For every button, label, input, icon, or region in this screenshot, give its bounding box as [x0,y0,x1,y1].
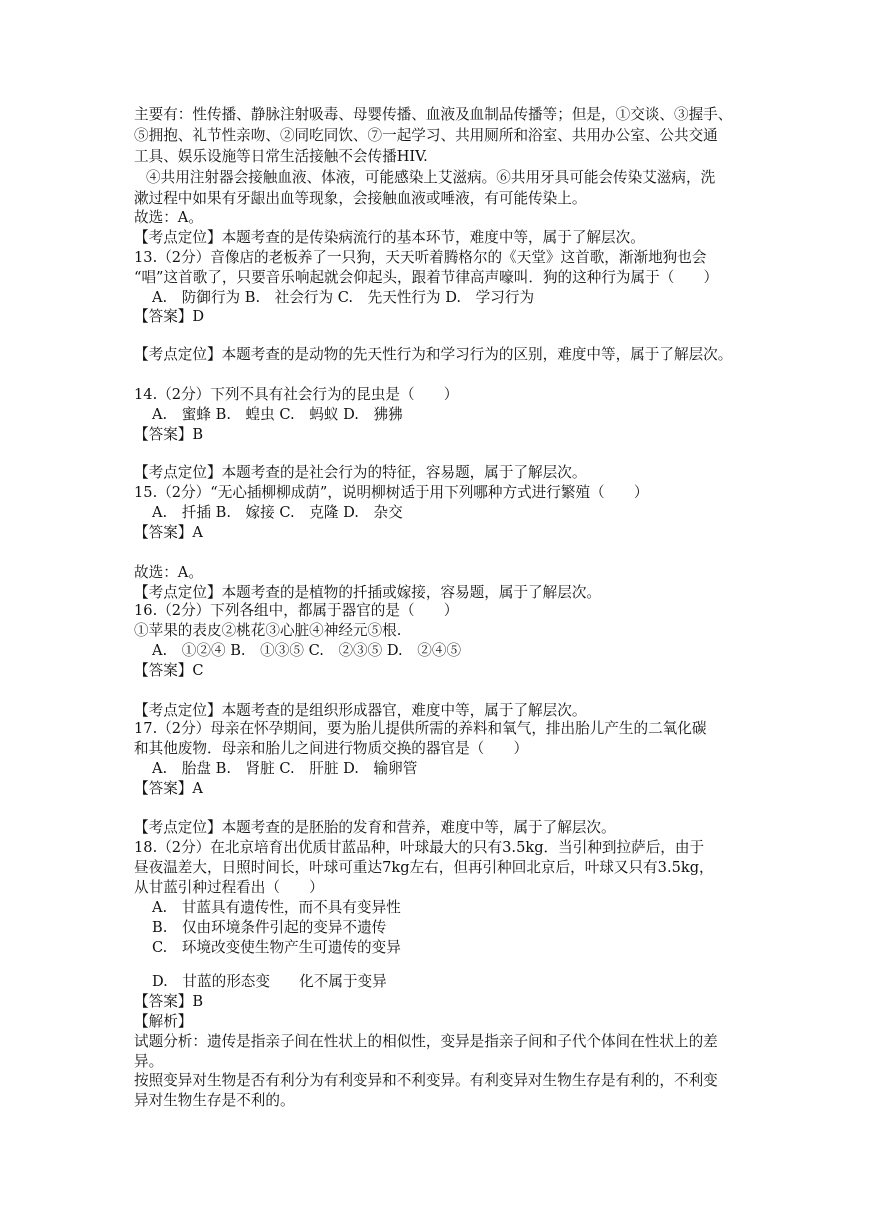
question-15: 15.（2分）“无心插柳柳成荫”，说明柳树适于用下列哪种方式进行繁殖（ ） [134,484,649,501]
text-line: 【考点定位】本题考查的是传染病流行的基本环节，难度中等，属于了解层次。 [134,229,645,246]
options-line: A. 蜜蜂 B. 蝗虫 C. 蚂蚁 D. 狒狒 [152,406,403,423]
text-line: 昼夜温差大，日照时间长，叶球可重达7kg左右，但再引种回北京后，叶球又只有3.5kg， [134,859,714,876]
text-line: 故选：A。 [134,209,203,226]
text-line: 和其他废物．母亲和胎儿之间进行物质交换的器官是（ ） [134,740,529,757]
text-line: “唱”这首歌了，只要音乐响起就会仰起头，跟着节律高声嚎叫．狗的这种行为属于（ ） [134,269,719,286]
options-line: A. 防御行为 B. 社会行为 C. 先天性行为 D. 学习行为 [152,289,535,306]
options-line: A. 扦插 B. 嫁接 C. 克隆 D. 杂交 [152,504,403,521]
answer-line: 【答案】D [134,308,205,325]
text-line: ⑤拥抱、礼节性亲吻、②同吃同饮、⑦一起学习、共用厕所和浴室、共用办公室、公共交通 [134,127,718,144]
text-line: 从甘蓝引种过程看出（ ） [134,879,324,896]
answer-line: 【答案】B [134,426,204,443]
question-17: 17.（2分）母亲在怀孕期间，要为胎儿提供所需的养料和氧气，排出胎儿产生的二氧化碳 [134,720,707,737]
question-16: 16.（2分）下列各组中，都属于器官的是（ ） [134,602,459,619]
text-line: 异。 [134,1053,164,1070]
answer-line: 【答案】B [134,993,204,1010]
option-c: C. 环境改变使生物产生可遗传的变异 [152,939,401,956]
text-line: 【考点定位】本题考查的是社会行为的特征，容易题，属于了解层次。 [134,464,587,481]
text-line: ④共用注射器会接触血液、体液，可能感染上艾滋病。⑥共用牙具可能会传染艾滋病，洗 [146,169,716,186]
option-b: B. 仅由环境条件引起的变异不遗传 [152,919,387,936]
option-a: A. 甘蓝具有遗传性，而不具有变异性 [152,899,401,916]
text-line: 【考点定位】本题考查的是动物的先天性行为和学习行为的区别，难度中等，属于了解层次。 [134,346,733,363]
analysis-heading: 【解析】 [134,1013,193,1030]
answer-line: 【答案】A [134,780,203,797]
answer-line: 【答案】A [134,524,203,541]
question-18: 18.（2分）在北京培育出优质甘蓝品种，叶球最大的只有3.5kg．当引种到拉萨后，由于 [134,839,705,856]
text-line: 工具、娱乐设施等日常生活接触不会传播HIV. [134,148,428,165]
text-line: 异对生物生存是不利的。 [134,1092,295,1109]
text-line: 按照变异对生物是否有利分为有利变异和不利变异。有利变异对生物生存是有利的，不利变 [134,1072,718,1089]
question-14: 14.（2分）下列不具有社会行为的昆虫是（ ） [134,386,459,403]
option-d: D. 甘蓝的形态变 化不属于变异 [152,973,387,990]
text-line: 【考点定位】本题考查的是胚胎的发育和营养，难度中等，属于了解层次。 [134,819,616,836]
text-line: ①苹果的表皮②桃花③心脏④神经元⑤根. [134,622,402,639]
text-line: 主要有：性传播、静脉注射吸毒、母婴传播、血液及血制品传播等；但是，①交谈、③握手、 [134,106,733,123]
text-line: 试题分析：遗传是指亲子间在性状上的相似性，变异是指亲子间和子代个体间在性状上的差 [134,1033,718,1050]
text-line: 【考点定位】本题考查的是组织形成器官，难度中等，属于了解层次。 [134,702,587,719]
answer-line: 【答案】C [134,662,204,679]
options-line: A. ①②④ B. ①③⑤ C. ②③⑤ D. ②④⑤ [152,642,462,659]
text-line: 故选：A。 [134,564,203,581]
text-line: 漱过程中如果有牙龈出血等现象，会接触血液或唾液，有可能传染上。 [134,190,587,207]
text-line: 【考点定位】本题考查的是植物的扦插或嫁接，容易题，属于了解层次。 [134,584,602,601]
question-13: 13.（2分）音像店的老板养了一只狗，天天听着腾格尔的《天堂》这首歌，渐渐地狗也会 [134,249,707,266]
options-line: A. 胎盘 B. 肾脏 C. 肝脏 D. 输卵管 [152,760,418,777]
